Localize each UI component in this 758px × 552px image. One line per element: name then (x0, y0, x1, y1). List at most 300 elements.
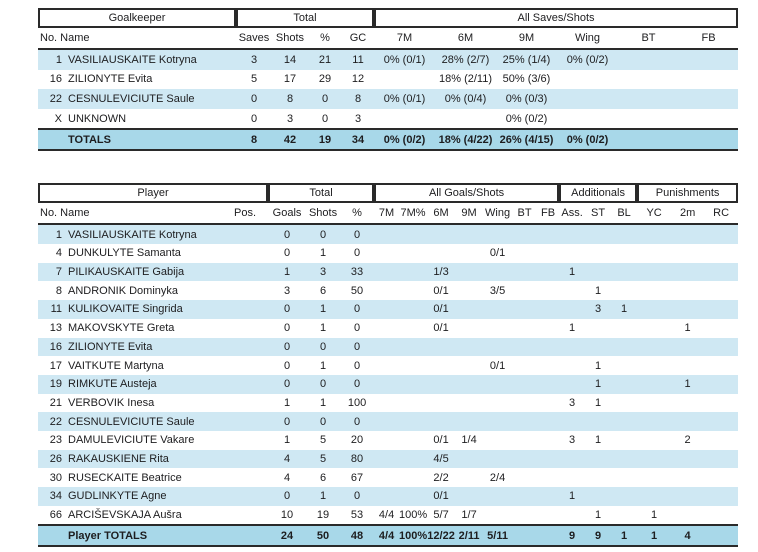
total-wing: 0% (0/2) (557, 128, 618, 151)
stat-rc (704, 375, 738, 394)
player-name: VAITKUTE Martyna (68, 359, 164, 372)
stat-yc (637, 356, 671, 375)
stat-bt (512, 300, 537, 319)
stat-st: 1 (595, 359, 602, 372)
stat-ass (559, 468, 585, 487)
pl-col-pos: Pos. (222, 203, 268, 225)
stat-bl (611, 450, 637, 469)
stat-pct: 50 (350, 284, 364, 297)
stat-bl (611, 338, 637, 357)
stat-bt (512, 225, 537, 244)
stat-m9 (455, 244, 483, 263)
gk-col-shots: Shots (272, 28, 308, 50)
stat-ass (559, 244, 585, 263)
stat-pct: 0 (340, 338, 374, 357)
stat-goals: 0 (268, 300, 306, 319)
total-m9: 26% (4/15) (496, 128, 557, 151)
stat-rc (704, 244, 738, 263)
stat-bt (512, 412, 537, 431)
stat-shots: 1 (319, 396, 327, 409)
stat-shots: 0 (306, 412, 340, 431)
stat-bt (512, 356, 537, 375)
stat-fb (537, 506, 559, 525)
stat-st (585, 319, 611, 338)
stat-rc (704, 450, 738, 469)
stat-m7 (374, 375, 399, 394)
stat-saves: 3 (236, 50, 272, 70)
player-name: KULIKOVAITE Singrida (62, 300, 222, 319)
stat-bt (618, 70, 679, 90)
stat-yc (637, 263, 671, 282)
stat-fb (537, 394, 559, 413)
stat-gc: 11 (342, 50, 374, 70)
stat-rc (704, 338, 738, 357)
stat-m7: 0% (0/1) (374, 50, 435, 70)
stat-fb (537, 338, 559, 357)
total-ass: 9 (559, 524, 585, 547)
stat-st (585, 450, 611, 469)
shirt-number: 17 (49, 359, 62, 372)
stat-m7p (399, 319, 427, 338)
stat-m7p: 100% (399, 509, 428, 522)
player-row (38, 468, 738, 487)
stat-goals: 0 (268, 375, 306, 394)
player-row (38, 225, 738, 244)
stat-goals: 1 (283, 396, 291, 409)
stat-m9: 25% (1/4) (496, 50, 557, 70)
stat-pos (222, 506, 268, 525)
stat-rc (704, 431, 738, 450)
stat-pos (222, 487, 268, 506)
player-name: ZILIONYTE Evita (68, 73, 153, 86)
stat-shots: 6 (319, 284, 327, 297)
stat-fb (679, 109, 738, 129)
stat-m9 (455, 300, 483, 319)
stat-shots: 3 (286, 112, 294, 125)
stat-m7p (399, 225, 427, 244)
stat-st (585, 244, 611, 263)
stat-m9 (455, 338, 483, 357)
total-bt (618, 128, 679, 151)
stat-bt (512, 394, 537, 413)
gk-col-no-name: No. Name (38, 28, 236, 50)
stat-m9 (455, 225, 483, 244)
stat-m7: 4/4 (378, 509, 395, 522)
player-name: DAMULEVICIUTE Vakare (68, 434, 195, 447)
stat-ass (559, 225, 585, 244)
stat-pos (222, 356, 268, 375)
stat-m6 (427, 225, 455, 244)
stat-wing (483, 375, 512, 394)
player-row (38, 338, 738, 357)
stat-m6 (435, 109, 496, 129)
stat-m7 (374, 319, 399, 338)
player-name: RAKAUSKIENE Rita (62, 450, 222, 469)
totals-label: Player TOTALS (38, 524, 222, 547)
total-m2: 4 (671, 524, 704, 547)
stat-m9: 1/4 (461, 434, 477, 447)
stat-shots: 19 (316, 509, 330, 522)
stat-m7 (374, 487, 399, 506)
stat-m7p (399, 338, 427, 357)
stat-m7p (399, 244, 427, 263)
stat-m6 (427, 412, 455, 431)
stat-m6 (427, 394, 455, 413)
stat-st (585, 412, 611, 431)
stat-pct: 67 (350, 471, 364, 484)
gk-group-header-row (38, 8, 738, 28)
stat-m2 (671, 412, 704, 431)
stat-bl (611, 263, 637, 282)
player-name: MAKOVSKYTE Greta (68, 322, 175, 335)
player-row (38, 487, 738, 506)
stat-m6 (427, 356, 455, 375)
stat-saves: 0 (236, 89, 272, 109)
stat-yc (637, 412, 671, 431)
stat-m9: 0% (0/2) (505, 112, 548, 125)
gk-group-total: Total (236, 8, 374, 28)
stat-m2: 1 (684, 322, 691, 335)
gk-col-saves: Saves (236, 28, 272, 50)
pl-col-bt: BT (512, 203, 537, 225)
stat-yc (637, 281, 671, 300)
stat-bl (611, 356, 637, 375)
shirt-number: 16 (49, 73, 62, 86)
stat-pos (222, 450, 268, 469)
stat-wing (483, 431, 512, 450)
shirt-number: 4 (55, 247, 62, 260)
player-name: CESNULEVICIUTE Saule (62, 412, 222, 431)
stat-m7p (399, 300, 427, 319)
stat-m2: 1 (671, 375, 704, 394)
pl-col-no-name: No. Name (38, 203, 222, 225)
stat-bt (512, 431, 537, 450)
stat-m7 (374, 244, 399, 263)
gk-col-fb: FB (679, 28, 738, 50)
player-row (38, 412, 738, 431)
stat-st: 1 (585, 375, 611, 394)
stat-wing (483, 412, 512, 431)
stat-st: 1 (595, 396, 602, 409)
stat-yc (637, 319, 671, 338)
stat-fb (537, 281, 559, 300)
gk-col-bt: BT (618, 28, 679, 50)
total-m6: 12/22 (427, 524, 455, 547)
stat-bt (512, 506, 537, 525)
stat-bl (611, 487, 637, 506)
stat-m9 (455, 412, 483, 431)
stat-st (585, 263, 611, 282)
pl-col-st: ST (585, 203, 611, 225)
stat-shots: 6 (319, 471, 327, 484)
stat-yc (637, 300, 671, 319)
gk-group-all-saves-shots: All Saves/Shots (374, 8, 738, 28)
stat-gc: 8 (342, 89, 374, 109)
stat-fb (679, 50, 738, 70)
shirt-number: 26 (38, 450, 62, 469)
stat-pos (222, 300, 268, 319)
total-st: 9 (585, 524, 611, 547)
stat-m7p (399, 431, 427, 450)
shirt-number: 30 (49, 471, 62, 484)
stat-bl (611, 468, 637, 487)
stat-m7 (374, 281, 399, 300)
stat-m7 (374, 300, 399, 319)
stat-pct: 53 (350, 509, 364, 522)
stat-fb (537, 431, 559, 450)
player-name: UNKNOWN (68, 112, 127, 125)
stat-rc (704, 487, 738, 506)
stat-m6: 0/1 (433, 434, 449, 447)
stat-goals: 10 (280, 509, 294, 522)
player-row (38, 394, 738, 413)
player-row (38, 450, 738, 469)
stat-saves: 0 (250, 112, 258, 125)
stat-m2 (671, 450, 704, 469)
stat-pos (222, 319, 268, 338)
total-m7: 0% (0/2) (374, 128, 435, 151)
goalkeeper-row (38, 109, 738, 129)
stat-m2: 2 (684, 434, 691, 447)
player-row (38, 244, 738, 263)
totals-label: TOTALS (38, 128, 236, 151)
player-name: ANDRONIK Dominyka (68, 284, 179, 297)
shirt-number: 16 (38, 338, 62, 357)
pl-col-yc: YC (637, 203, 671, 225)
stat-fb (537, 487, 559, 506)
stat-wing (483, 394, 512, 413)
stat-m7p (399, 412, 427, 431)
stat-bl (611, 375, 637, 394)
stat-goals: 0 (268, 225, 306, 244)
shirt-number: 1 (38, 50, 62, 70)
stat-yc (637, 431, 671, 450)
stat-wing (557, 89, 618, 109)
stat-ass: 1 (559, 487, 585, 506)
stat-pct: 20 (350, 434, 364, 447)
stat-m9 (455, 394, 483, 413)
stat-goals: 4 (268, 450, 306, 469)
stat-fb (537, 468, 559, 487)
player-name: VASILIAUSKAITE Kotryna (62, 50, 236, 70)
pl-col-7mpct: 7M% (399, 203, 427, 225)
player-name: ARCIŠEVSKAJA Aušra (68, 509, 182, 522)
player-name: RIMKUTE Austeja (62, 375, 222, 394)
stat-rc (704, 281, 738, 300)
stat-m9 (455, 263, 483, 282)
stat-pos (222, 225, 268, 244)
total-pct: 19 (308, 128, 342, 151)
pl-group-header-row (38, 183, 738, 203)
stat-shots: 1 (319, 247, 327, 260)
goalkeeper-table (38, 8, 738, 151)
stat-st (585, 468, 611, 487)
player-row (38, 375, 738, 394)
stat-m6: 28% (2/7) (435, 50, 496, 70)
stat-m9: 50% (3/6) (502, 73, 551, 86)
stat-m9 (455, 281, 483, 300)
stat-yc (637, 487, 671, 506)
stat-pct: 100 (347, 396, 367, 409)
stat-m7 (374, 70, 435, 90)
player-row (38, 506, 738, 525)
player-row (38, 263, 738, 282)
stat-goals: 0 (268, 487, 306, 506)
stat-m2 (671, 300, 704, 319)
stat-fb (537, 356, 559, 375)
stat-shots: 0 (306, 375, 340, 394)
stat-ass (559, 356, 585, 375)
stat-st: 1 (595, 434, 602, 447)
pl-col-wing: Wing (483, 203, 512, 225)
shirt-number: 22 (38, 412, 62, 431)
shirt-number: 23 (49, 434, 62, 447)
shirt-number: 34 (38, 487, 62, 506)
stat-pct: 80 (340, 450, 374, 469)
stat-st (585, 487, 611, 506)
pl-col-goals: Goals (268, 203, 306, 225)
stat-wing (557, 109, 618, 129)
stat-wing (483, 263, 512, 282)
stat-shots: 8 (272, 89, 308, 109)
shirt-number: 19 (38, 375, 62, 394)
pl-col-fb: FB (537, 203, 559, 225)
stat-m7p (399, 281, 427, 300)
stat-ass (559, 412, 585, 431)
stat-rc (704, 468, 738, 487)
stat-m6: 0/1 (433, 322, 449, 335)
stat-m7p (399, 356, 427, 375)
stat-pos (222, 263, 268, 282)
stat-m6: 0/1 (433, 284, 449, 297)
shirt-number: X (54, 112, 62, 125)
stat-m7 (374, 109, 435, 129)
shirt-number: 8 (55, 284, 62, 297)
player-row (38, 300, 738, 319)
stat-wing (557, 70, 618, 90)
stat-shots: 5 (306, 450, 340, 469)
stat-goals: 1 (268, 263, 306, 282)
total-fb (679, 128, 738, 151)
stat-rc (704, 225, 738, 244)
stat-m2 (671, 394, 704, 413)
stat-bt (512, 487, 537, 506)
stat-rc (704, 394, 738, 413)
stat-m7 (374, 412, 399, 431)
stat-m9 (455, 319, 483, 338)
stat-m6: 2/2 (433, 471, 449, 484)
stat-pct: 0 (340, 487, 374, 506)
stat-m7 (374, 356, 399, 375)
stat-m7p (399, 394, 427, 413)
pl-col-2m: 2m (671, 203, 704, 225)
total-bl: 1 (611, 524, 637, 547)
gk-col-9m: 9M (496, 28, 557, 50)
player-row (38, 431, 738, 450)
stat-pct: 33 (340, 263, 374, 282)
total-shots: 50 (306, 524, 340, 547)
stat-bt (512, 375, 537, 394)
stat-m2 (671, 263, 704, 282)
gk-col-gc: GC (342, 28, 374, 50)
stat-pct: 21 (308, 50, 342, 70)
pl-col-9m: 9M (455, 203, 483, 225)
stat-yc (637, 450, 671, 469)
stat-wing: 0% (0/2) (557, 50, 618, 70)
stat-ass: 3 (569, 434, 576, 447)
stat-m7 (374, 394, 399, 413)
pl-group-punishments: Punishments (637, 183, 738, 203)
stat-bl (611, 412, 637, 431)
player-name: RUSECKAITE Beatrice (68, 471, 182, 484)
stat-wing: 3/5 (489, 284, 506, 297)
stat-m9 (455, 468, 483, 487)
player-name: VASILIAUSKAITE Kotryna (62, 225, 222, 244)
stat-m9 (455, 487, 483, 506)
stat-shots: 1 (306, 487, 340, 506)
stat-rc (704, 300, 738, 319)
stat-m2 (671, 487, 704, 506)
stat-pos (222, 468, 268, 487)
total-goals: 24 (268, 524, 306, 547)
stat-m9: 1/7 (461, 509, 477, 522)
stat-fb (679, 70, 738, 90)
stat-rc (704, 356, 738, 375)
stat-shots: 3 (306, 263, 340, 282)
stat-fb (537, 450, 559, 469)
pl-group-all-goals-shots: All Goals/Shots (374, 183, 559, 203)
pl-col-pct: % (340, 203, 374, 225)
player-name: ZILIONYTE Evita (62, 338, 222, 357)
stat-bl (611, 225, 637, 244)
stat-rc (704, 412, 738, 431)
shirt-number: 11 (38, 300, 62, 319)
stat-goals: 0 (268, 412, 306, 431)
total-m7p: 100% (399, 524, 427, 547)
stat-m6 (427, 375, 455, 394)
stat-m7: 0% (0/1) (374, 89, 435, 109)
shirt-number: 22 (38, 89, 62, 109)
stat-bl (611, 281, 637, 300)
stat-m7 (374, 431, 399, 450)
stat-m6: 0/1 (427, 300, 455, 319)
stat-shots: 5 (319, 434, 327, 447)
stat-goals: 0 (283, 322, 291, 335)
stat-goals: 0 (283, 247, 291, 260)
stat-shots: 0 (306, 225, 340, 244)
stat-ass (559, 375, 585, 394)
stat-pct: 0 (340, 225, 374, 244)
stat-pos (222, 281, 268, 300)
stat-m7 (374, 468, 399, 487)
stat-wing (483, 338, 512, 357)
stat-wing (483, 450, 512, 469)
stat-bl: 1 (611, 300, 637, 319)
stat-m6: 1/3 (427, 263, 455, 282)
pl-col-6m: 6M (427, 203, 455, 225)
stat-pos (222, 244, 268, 263)
pl-group-player: Player (38, 183, 268, 203)
stat-bt (618, 50, 679, 70)
player-table (38, 183, 738, 547)
stat-pos (222, 431, 268, 450)
stat-bt (618, 89, 679, 109)
stat-bt (512, 468, 537, 487)
stat-shots: 17 (283, 73, 297, 86)
stat-ass: 1 (569, 322, 576, 335)
shirt-number: 1 (38, 225, 62, 244)
stat-st: 3 (585, 300, 611, 319)
